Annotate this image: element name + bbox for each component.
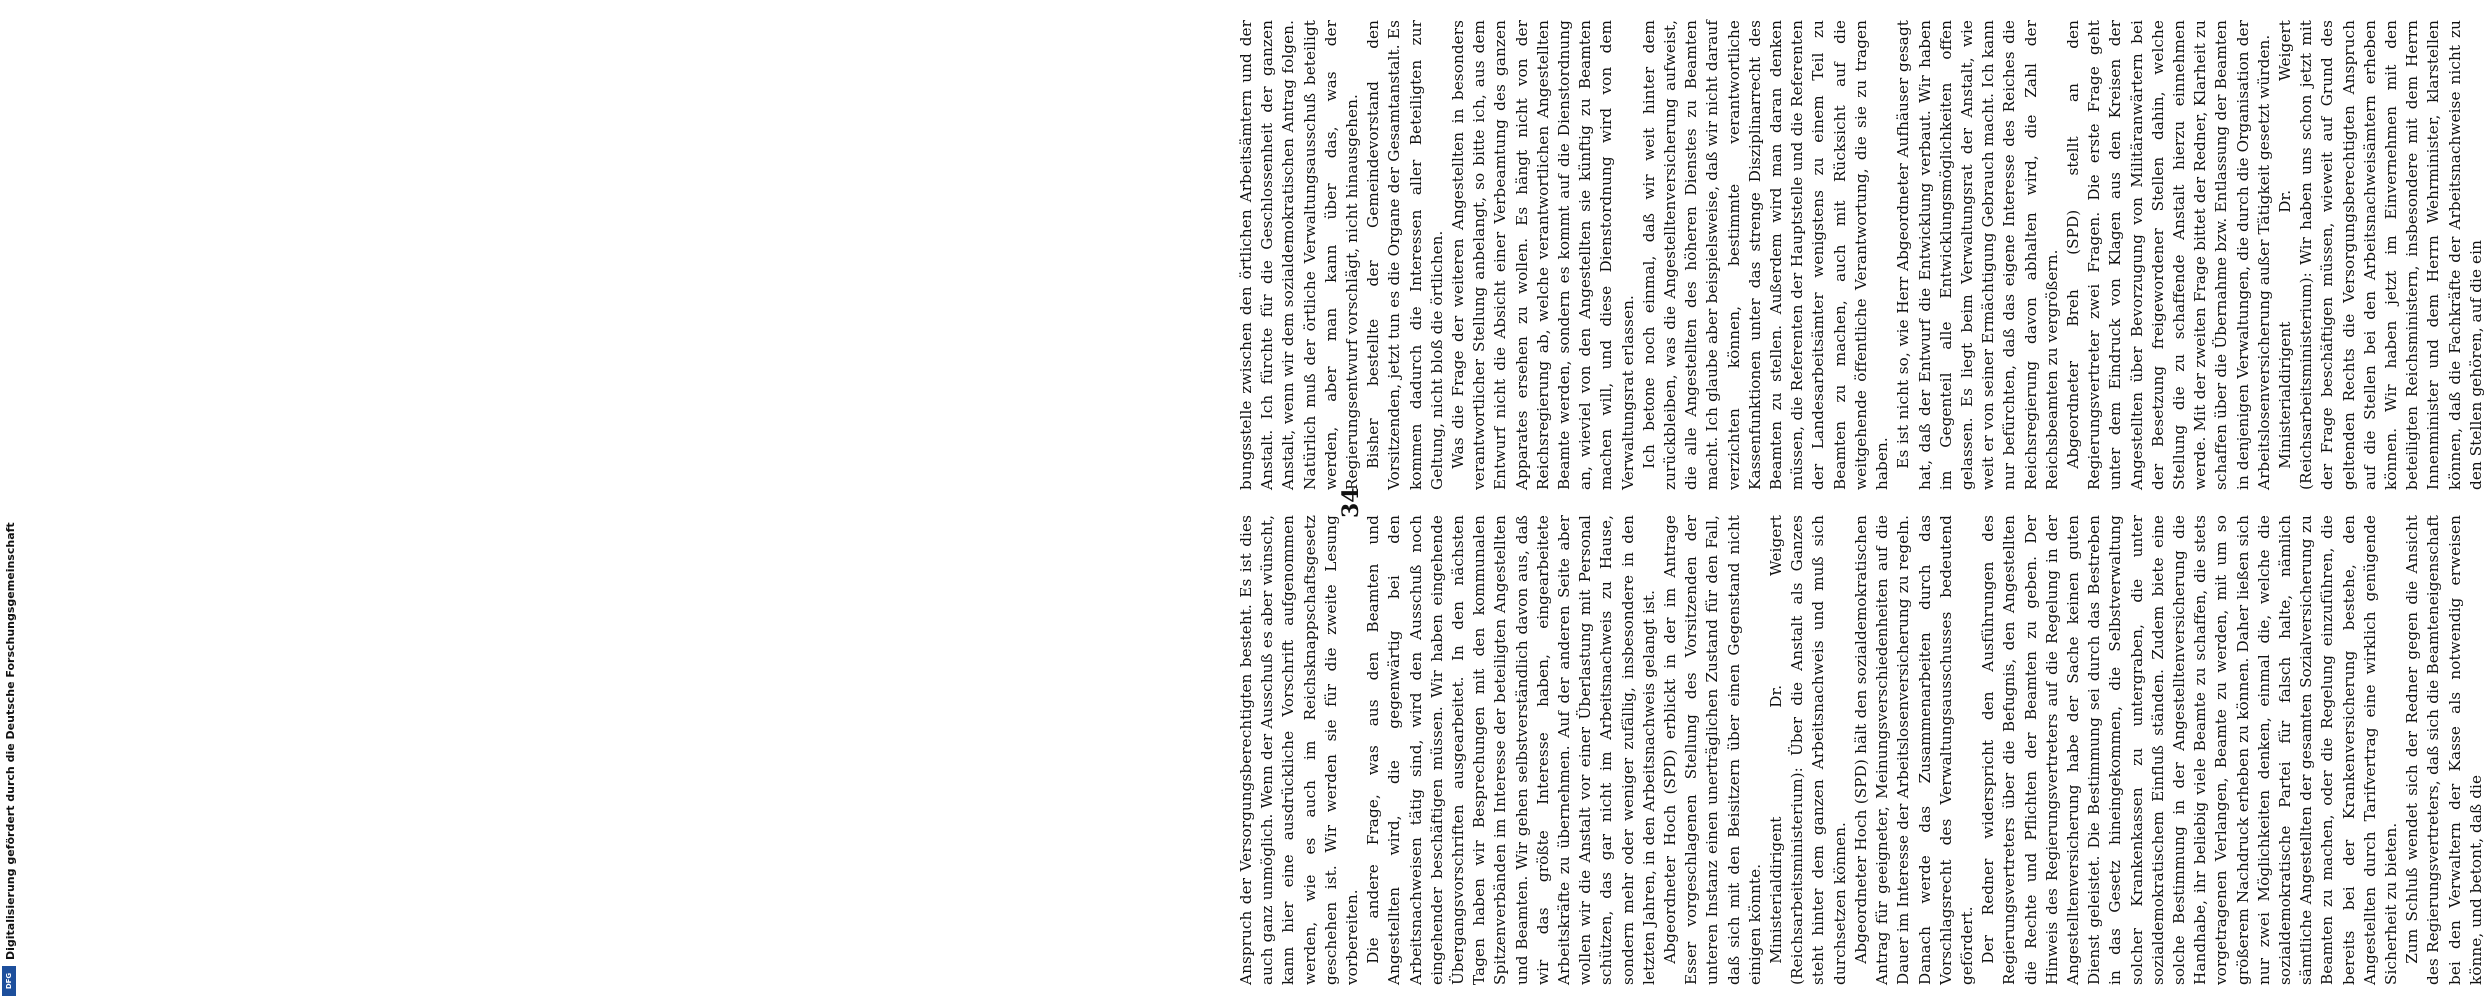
text-column-left xyxy=(1236,20,2487,490)
paragraph: Abgeordneter Breh (SPD) stellt an den Regierungsvertreter zwei Fragen. Die erste Frage geht unter dem Eindruck von Klagen aus den Kreisen der Angestellten über Bevorzugung von Militäranwärtern bei der Besetzung freigewordener Stellen dahin, welche Stellung die zu schaffende Anstalt hierzu einnehmen werde. Mit der zweiten Frage bittet der Redner, Klarheit zu schaffen über die Übernahme bzw. Entlassung der Beamten in denjenigen Verwaltungen, die durch die Organisation der Arbeitslosenversicherung außer Tätigkeit gesetzt würden. xyxy=(2063,20,2273,490)
paragraph: Ministerialdirigent Dr. Weigert (Reichsarbeitsministerium): Über die Anstalt als Ganzes steht hinter dem ganzen Arbeitsnachweis und muß sich durchsetzen können. xyxy=(1767,515,1849,985)
text-column-right xyxy=(1236,515,2487,985)
paragraph: Der Redner widerspricht den Ausführungen des Regierungsvertreters über die Befugnis, den Angestellten die Rechte und Pflichten der Beamten zu geben. Der Hinweis des Regierungsvertreters auf die Regelung in der Angestelltenversicherung habe der Sache keinen guten Dienst geleistet. Die Bestimmung sei durch das Bestreben in das Gesetz hineingekommen, die Selbstverwaltung solcher Krankenkassen zu untergraben, die unter sozialdemokratischem Einfluß ständen. Zudem biete eine solche Bestimmung in der Angestelltenversicherung die Handhabe, ihr beliebig viele Beamte zu schaffen, die stets vorgetragenen Verlangen, Beamte zu werden, mit um so größerem Nachdruck erheben zu können. Daher ließen sich nur zwei Möglichkeiten denken, einmal die, welche die sozialdemokratische Partei für falsch halte, nämlich sämtliche Angestellten der gesamten Sozialversicherung zu Beamten zu machen, oder die Regelung einzuführen, die bereits bei der Krankenversicherung bestehe, den Angestellten durch Tarifvertrag eine wirklich genügende Sicherheit zu bieten. xyxy=(1979,515,2400,985)
dfg-logo: DFG xyxy=(2,966,16,996)
paragraph: Ich betone noch einmal, daß wir weit hinter dem zurückbleiben, was die Angestelltenversicherung aufweist, die alle Angestellten des höheren Dienstes zu Beamten macht. Ich glaube aber beispielsweise, daß wir nicht darauf verzichten können, bestimmte verantwortliche Kassenfunktionen unter das strenge Disziplinarrecht des Beamten zu stellen. Außerdem wird man daran denken müssen, die Referenten der Hauptstelle und die Referenten der Landesarbeitsämter wenigstens zu einem Teil zu Beamten zu machen, auch mit Rücksicht auf die weitgehende öffentliche Verantwortung, die sie zu tragen haben. xyxy=(1639,20,1892,490)
paragraph: Zum Schluß wendet sich der Redner gegen die Ansicht des Regierungsvertreters, daß sich die Beamteneigenschaft bei den Verwaltern der Kasse als notwendig erweisen könne, und betont, daß die xyxy=(2403,515,2485,985)
paragraph: Es ist nicht so, wie Herr Abgeordneter Aufhäuser gesagt hat, daß der Entwurf die Entwicklung verbaut. Wir haben im Gegenteil alle Entwicklungsmöglichkeiten offen gelassen. Es liegt beim Verwaltungsrat der Anstalt, wie weit er von seiner Ermächtigung Gebrauch macht. Ich kann nur befürchten, daß das eigene Interesse des Reiches die Reichsregierung davon abhalten wird, die Zahl der Reichsbeamten zu vergrößern. xyxy=(1894,20,2061,490)
paragraph: Ministerialdirigent Dr. Weigert (Reichsarbeitsministerium): Wir haben uns schon jetzt mit der Frage beschäftigen müssen, wieweit auf Grund des geltenden Rechts die Versorgungsberechtigten Anspruch auf die Stellen bei den Arbeitsnachweisämtern erheben können. Wir haben jetzt im Einvernehmen mit den beteiligten Reichsministern, insbesondere mit dem Herrn Innenminister und dem Herrn Wehrminister, klarstellen können, daß die Fachkräfte der Arbeitsnachweise nicht zu den Stellen gehören, auf die ein xyxy=(2275,20,2485,490)
paragraph: Die andere Frage, was aus den Beamten und Angestellten wird, die gegenwärtig bei den Arbeitsnachweisen tätig sind, wird den Ausschuß noch eingehender beschäftigen müssen. Wir haben eingehende Übergangsvorschriften ausgearbeitet. In den nächsten Tagen haben wir Besprechungen mit den kommunalen Spitzenverbänden im Interesse der beteiligten Angestellten und Beamten. Wir gehen selbstverständlich davon aus, daß wir das größte Interesse haben, eingearbeitete Arbeitskräfte zu übernehmen. Auf der anderen Seite aber wollen wir die Anstalt vor einer Überlastung mit Personal schützen, das gar nicht im Arbeitsnachweis zu Hause, sondern mehr oder weniger zufällig, insbesondere in den letzten Jahren, in den Arbeitsnachweis gelangt ist. xyxy=(1364,515,1658,985)
page-number: 34 xyxy=(1338,487,1364,518)
paragraph: Abgeordneter Hoch (SPD) erblickt in der im Antrage Esser vorgeschlagenen Stellung des Vorsitzenden der unteren Instanz einen unerträglichen Zustand für den Fall, daß sich mit den Beisitzern über einen Gegenstand nicht einigen könnte. xyxy=(1661,515,1764,985)
credit-line: Digitalisierung gefördert durch die Deutsche Forschungsgemeinschaft xyxy=(4,522,17,960)
paragraph: Bisher bestellte der Gemeindevorstand den Vorsitzenden, jetzt tun es die Organe der Gesamtanstalt. Es kommen dadurch die Interessen aller Beteiligten zur Geltung, nicht bloß die örtlichen. xyxy=(1364,20,1446,490)
paragraph: bungsstelle zwischen den örtlichen Arbeitsämtern und der Anstalt. Ich fürchte für die Geschlossenheit der ganzen Anstalt, wenn wir dem sozialdemokratischen Antrag folgen. Natürlich muß der örtliche Verwaltungsausschuß beteiligt werden, aber man kann über das, was der Regierungsentwurf vorschlägt, nicht hinausgehen. xyxy=(1237,20,1362,490)
paragraph: Anspruch der Versorgungsberechtigten besteht. Es ist dies auch ganz unmöglich. Wenn der Ausschuß es aber wünscht, kann hier eine ausdrückliche Vorschrift aufgenommen werden, wie es auch im Reichsknappschaftsgesetz geschehen ist. Wir werden sie für die zweite Lesung vorbereiten. xyxy=(1237,515,1362,985)
paragraph: Was die Frage der weiteren Angestellten in besonders verantwortlicher Stellung anbelangt, so bitte ich, aus dem Entwurf nicht die Absicht einer Verbeamtung des ganzen Apparates ersehen zu wollen. Es hängt nicht von der Reichsregierung ab, welche verantwortlichen Angestellten Beamte werden, sondern es kommt auf die Dienstordnung an, wieviel von den Angestellten sie künftig zu Beamten machen will, und diese Dienstordnung wird von dem Verwaltungsrat erlassen. xyxy=(1449,20,1637,490)
paragraph: Abgeordneter Hoch (SPD) hält den sozialdemokratischen Antrag für geeigneter, Meinungsverschiedenheiten auf die Dauer im Interesse der Arbeitslosenversicherung zu regeln. Danach werde das Zusammenarbeiten durch das Vorschlagsrecht des Verwaltungsausschusses bedeutend gefördert. xyxy=(1851,515,1976,985)
